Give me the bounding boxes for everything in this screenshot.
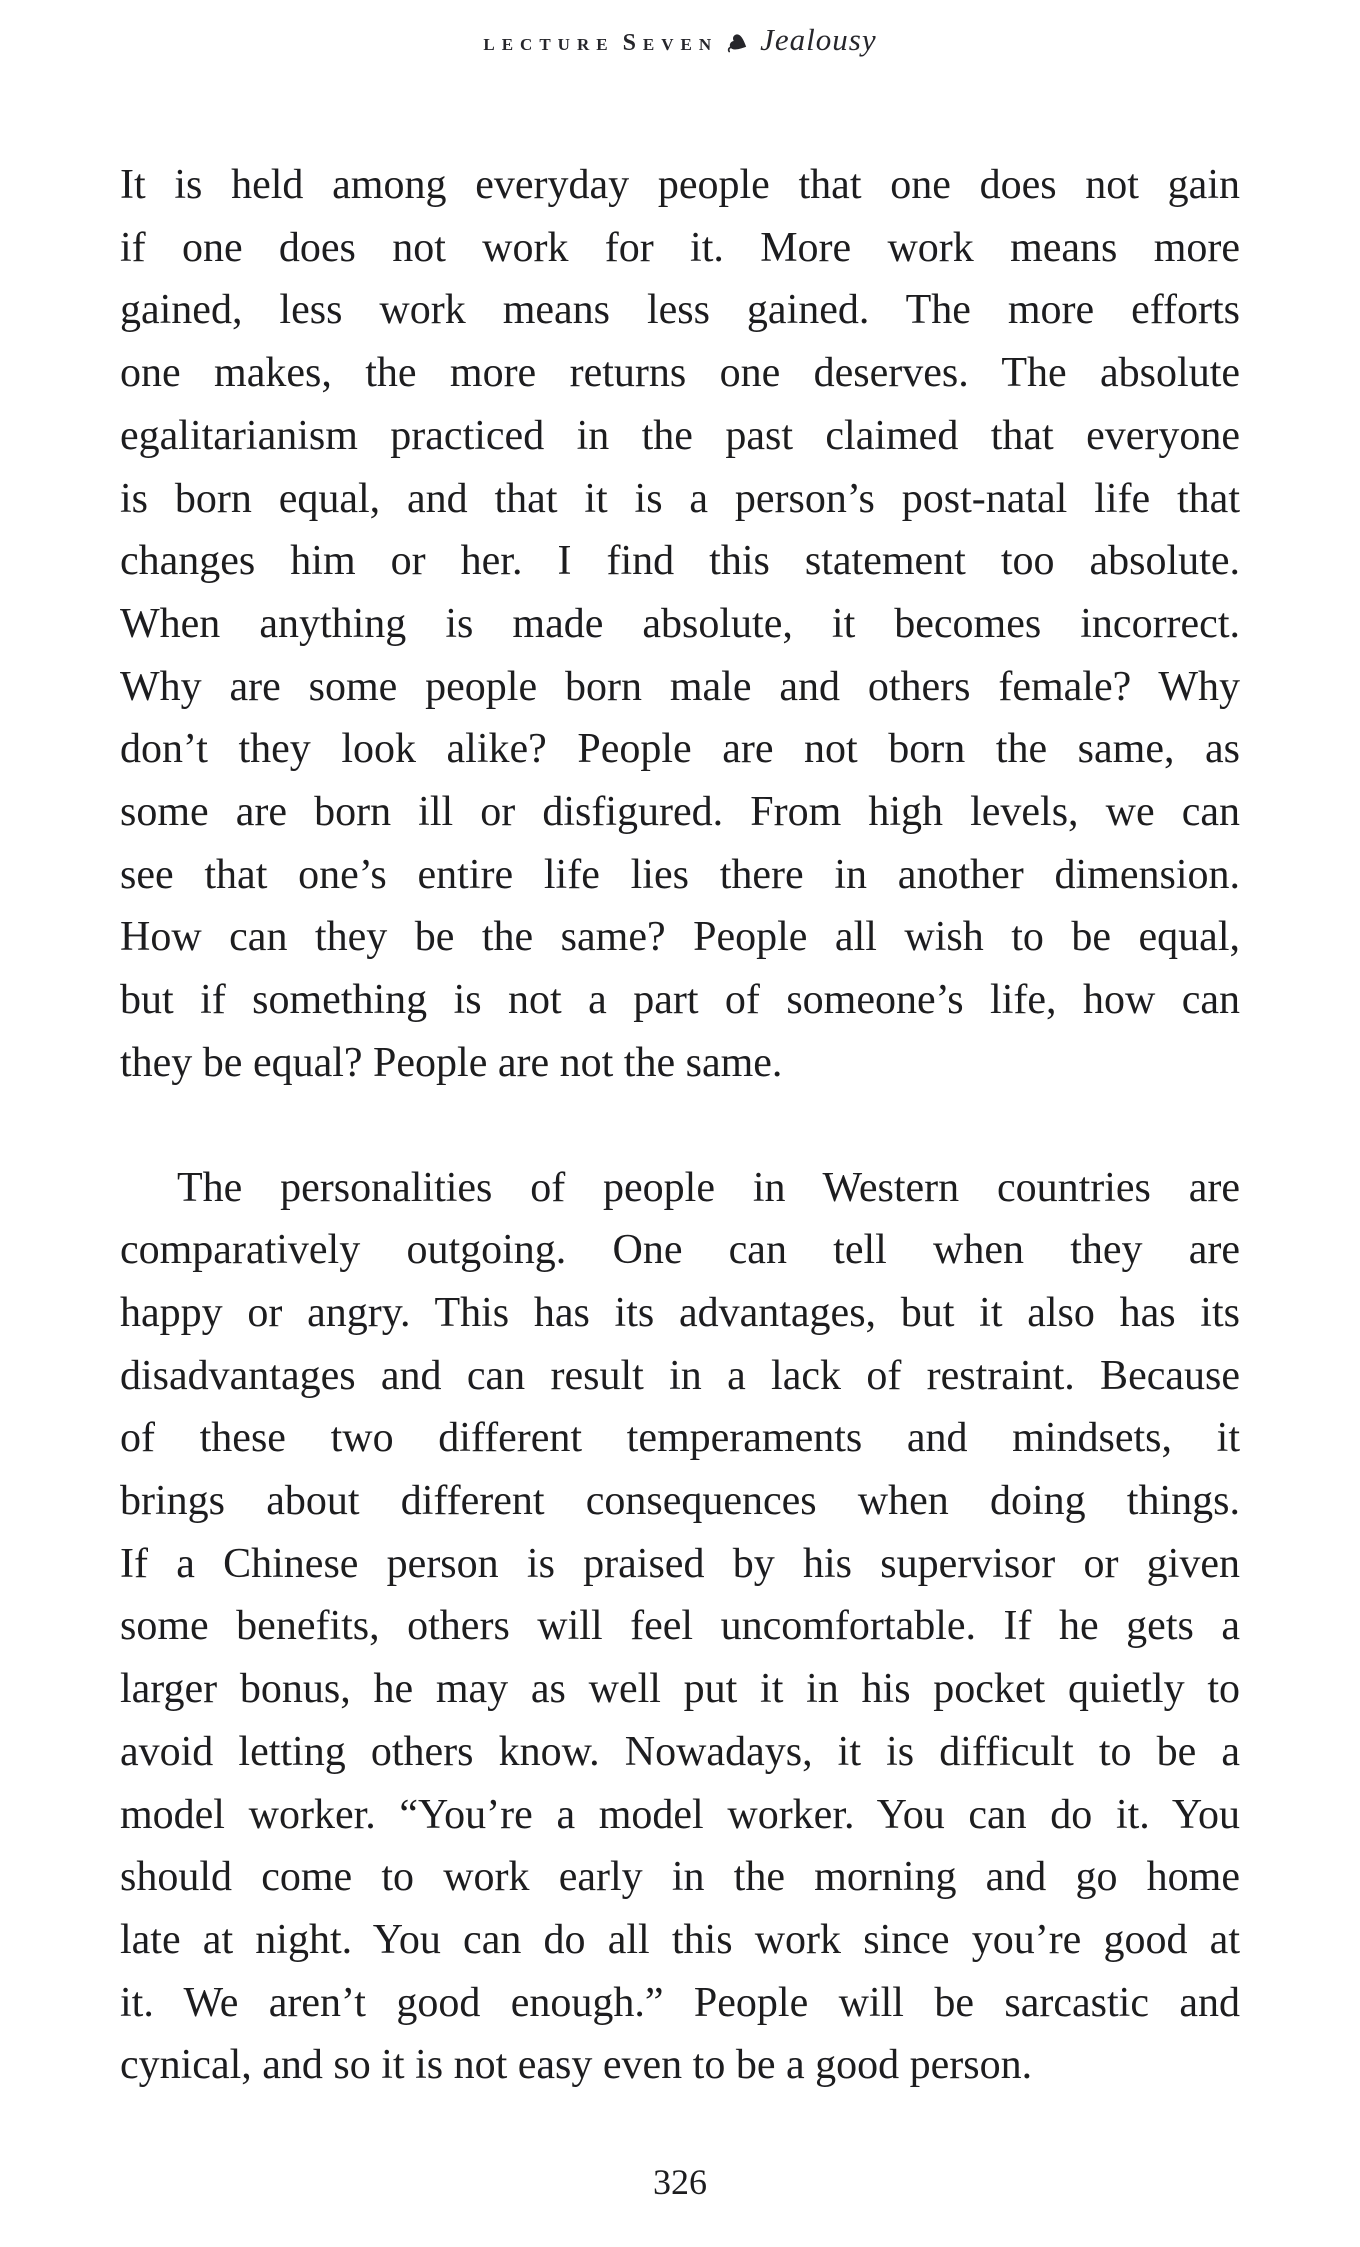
text-line: The personalities of people in Western countries are <box>177 1164 1240 1211</box>
text-line: should come to work early in the morning and go home <box>120 1854 1240 1901</box>
paragraph <box>120 154 1240 1095</box>
text-line: changes him or her. I find this statement too absolute. <box>120 538 1240 585</box>
text-line: late at night. You can do all this work since you’re good at <box>120 1916 1240 1963</box>
body-text <box>120 154 1240 2097</box>
running-header <box>0 22 1360 60</box>
text-line: see that one’s entire life lies there in another dimension. <box>120 851 1240 898</box>
text-line: larger bonus, he may as well put it in his pocket quietly to <box>120 1666 1240 1713</box>
text-line: they be equal? People are not the same. <box>120 1039 783 1086</box>
text-line: brings about different consequences when doing things. <box>120 1478 1240 1525</box>
text-line: if one does not work for it. More work means more <box>120 224 1240 271</box>
text-line: cynical, and so it is not easy even to be a good person. <box>120 2042 1033 2089</box>
text-line: When anything is made absolute, it becomes incorrect. <box>120 600 1240 647</box>
text-line: some benefits, others will feel uncomfortable. If he gets a <box>120 1603 1240 1650</box>
text-line: model worker. “You’re a model worker. You can do it. You <box>120 1791 1240 1838</box>
text-line: comparatively outgoing. One can tell when they are <box>120 1227 1240 1274</box>
text-line: If a Chinese person is praised by his supervisor or given <box>120 1540 1240 1587</box>
text-line: of these two different temperaments and mindsets, it <box>120 1415 1240 1462</box>
text-line: is born equal, and that it is a person’s post-natal life that <box>120 475 1240 522</box>
chapter-label-word1: LECTURE <box>483 35 615 54</box>
text-line: avoid letting others know. Nowadays, it is difficult to be a <box>120 1728 1240 1775</box>
text-line: but if something is not a part of someone’s life, how can <box>120 977 1240 1024</box>
chapter-label-initial: S <box>622 30 643 56</box>
text-line: disadvantages and can result in a lack of restraint. Because <box>120 1352 1240 1399</box>
text-line: some are born ill or disfigured. From high levels, we can <box>120 789 1240 836</box>
paragraph <box>120 1157 1240 2098</box>
text-line: Why are some people born male and others female? Why <box>120 663 1240 710</box>
folio <box>0 2152 1360 2212</box>
text-line: gained, less work means less gained. The more efforts <box>120 287 1240 334</box>
text-line: don’t they look alike? People are not born the same, as <box>120 726 1240 773</box>
text-line: one makes, the more returns one deserves. The absolute <box>120 350 1240 397</box>
text-line: It is held among everyday people that one does not gain <box>120 162 1240 208</box>
chapter-title: Jealousy <box>760 22 877 57</box>
text-line: it. We aren’t good enough.” People will be sarcastic and <box>120 1979 1240 2026</box>
text-line: egalitarianism practiced in the past claimed that everyone <box>120 412 1240 459</box>
page-number: 326 <box>653 2162 707 2202</box>
chapter-label-word2: EVEN <box>642 35 719 54</box>
text-line: How can they be the same? People all wish to be equal, <box>120 914 1240 961</box>
text-line: happy or angry. This has its advantages, but it also has its <box>120 1289 1240 1336</box>
hedera-ornament-icon <box>726 31 750 60</box>
